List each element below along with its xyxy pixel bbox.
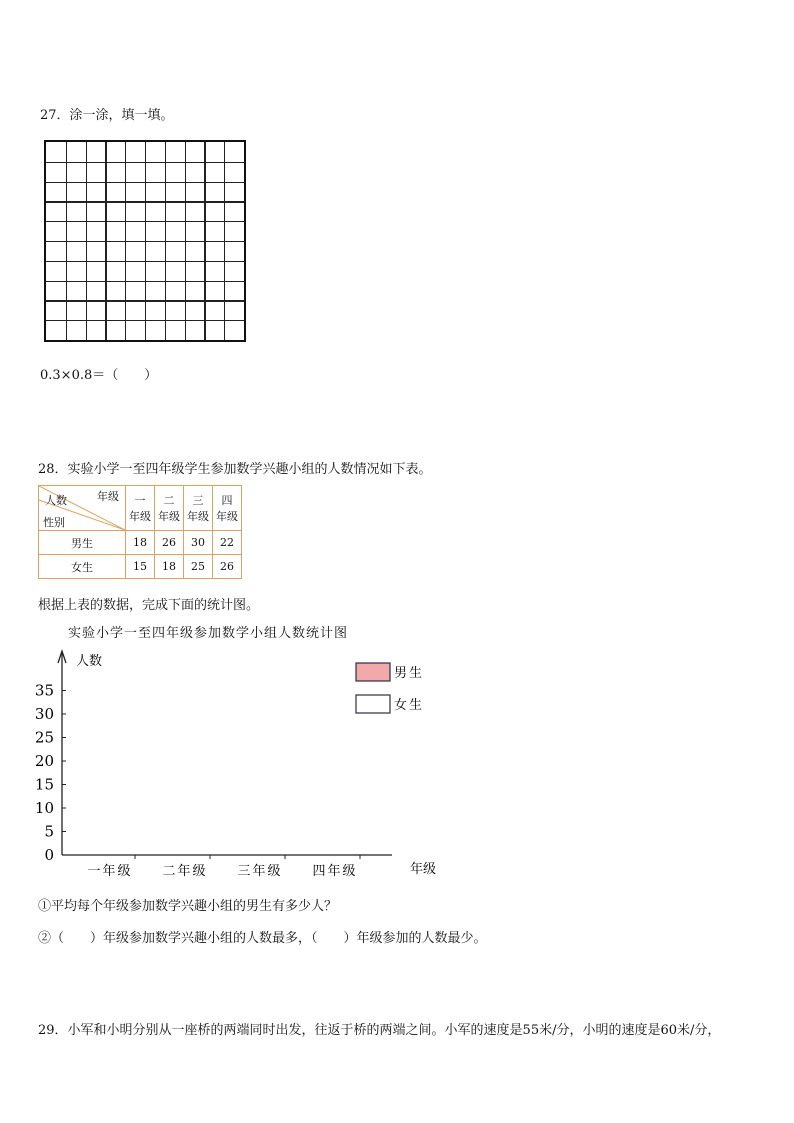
y-tick-label: 15 [34, 775, 54, 794]
y-tick-label: 5 [44, 822, 54, 841]
table-cell: 26 [213, 555, 242, 579]
grade-header-3: 三 年级 [184, 486, 213, 531]
x-tick-label: 三年级 [237, 864, 283, 879]
grid-line [165, 142, 166, 340]
data-table [38, 485, 242, 579]
legend-swatch [356, 663, 390, 681]
header-count: 人数 [45, 494, 67, 507]
row-label-girls: 女生 [39, 555, 126, 579]
coloring-grid[interactable] [44, 140, 246, 342]
y-tick-label: 35 [34, 681, 54, 700]
table-cell: 18 [155, 555, 184, 579]
table-row [39, 531, 242, 555]
legend-label: 男生 [394, 666, 425, 681]
y-axis-label: 人数 [76, 654, 103, 669]
table-cell: 22 [213, 531, 242, 555]
legend-label: 女生 [394, 698, 425, 713]
header-gender: 性别 [43, 516, 65, 529]
grid-line [185, 142, 186, 340]
y-tick-label: 10 [34, 799, 54, 817]
x-tick-label: 四年级 [312, 864, 358, 879]
y-tick-label: 30 [34, 705, 54, 723]
table-cell: 30 [184, 531, 213, 555]
legend-swatch [356, 695, 390, 713]
y-tick-label: 20 [34, 752, 54, 770]
grid-line [46, 241, 244, 242]
grid-line [204, 142, 205, 340]
table-cell: 26 [155, 531, 184, 555]
question-28-title: 28．实验小学一至四年级学生参加数学兴趣小组的人数情况如下表。 [38, 462, 432, 477]
grid-line [46, 281, 244, 282]
question-29-text: 29．小军和小明分别从一座桥的两端同时出发，往返于桥的两端之间。小军的速度是55米/分，小明的速度是60米/分， [38, 1023, 721, 1038]
question-27-equation: 0.3×0.8＝（ ） [40, 368, 158, 383]
grid-line [224, 142, 225, 340]
table-diagonal-header [39, 486, 126, 531]
y-tick-label: 25 [34, 728, 54, 747]
x-tick-label: 二年级 [162, 864, 208, 879]
table-cell: 25 [184, 555, 213, 579]
grid-line [46, 320, 244, 321]
grade-header-1: 一 年级 [126, 486, 155, 531]
grade-header-4: 四 年级 [213, 486, 242, 531]
bar-chart[interactable] [30, 615, 450, 885]
chart-title: 实验小学一至四年级参加数学小组人数统计图 [68, 626, 349, 641]
row-label-boys: 男生 [39, 531, 126, 555]
grade-header-2: 二 年级 [155, 486, 184, 531]
question-28-sub1: ①平均每个年级参加数学兴趣小组的男生有多少人？ [38, 899, 338, 914]
grid-line [46, 300, 244, 301]
x-axis-label: 年级 [410, 862, 437, 877]
table-cell: 18 [126, 531, 155, 555]
question-28-sub2: ②（ ）年级参加数学兴趣小组的人数最多，（ ）年级参加的人数最少。 [38, 931, 487, 946]
question-27-title: 27．涂一涂，填一填。 [40, 108, 174, 123]
grid-line [46, 261, 244, 262]
table-cell: 15 [126, 555, 155, 579]
x-tick-label: 一年级 [87, 864, 133, 879]
y-tick-label: 0 [44, 846, 54, 864]
table-row [39, 555, 242, 579]
header-grade: 年级 [97, 490, 119, 503]
question-28-instruction: 根据上表的数据，完成下面的统计图。 [38, 598, 260, 613]
